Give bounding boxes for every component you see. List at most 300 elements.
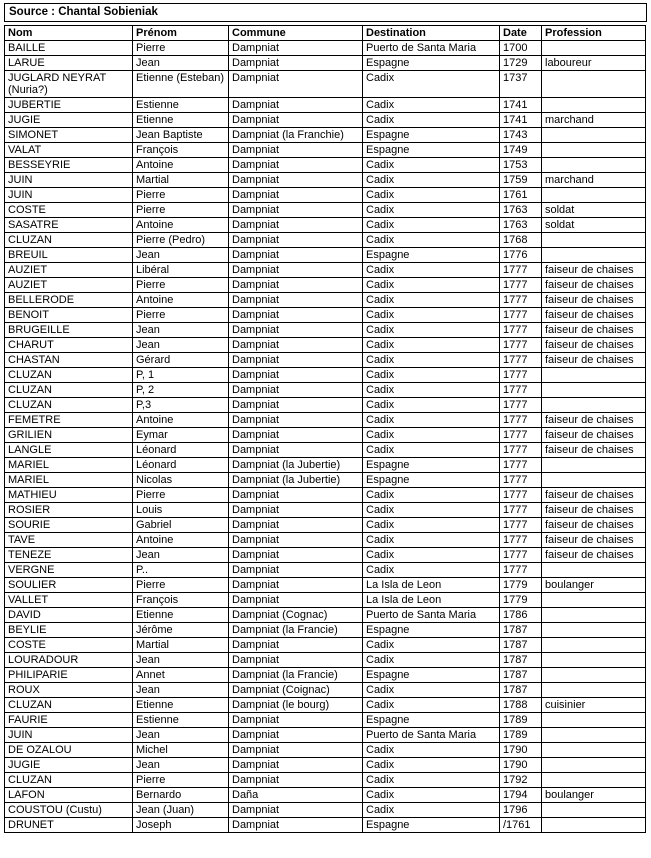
cell-nom: BENOIT bbox=[5, 308, 133, 323]
cell-destination: Cadix bbox=[363, 293, 500, 308]
cell-date: 1777 bbox=[500, 458, 542, 473]
cell-profession: laboureur bbox=[542, 56, 646, 71]
cell-date: 1741 bbox=[500, 113, 542, 128]
cell-commune: Dampniat bbox=[229, 113, 363, 128]
cell-date: 1777 bbox=[500, 353, 542, 368]
cell-prenom: Libéral bbox=[133, 263, 229, 278]
cell-date: 1777 bbox=[500, 338, 542, 353]
cell-destination: Cadix bbox=[363, 428, 500, 443]
cell-prenom: P, 1 bbox=[133, 368, 229, 383]
cell-destination: Cadix bbox=[363, 488, 500, 503]
cell-profession: faiseur de chaises bbox=[542, 518, 646, 533]
table-row bbox=[5, 803, 646, 818]
cell-date: 1777 bbox=[500, 398, 542, 413]
cell-nom: COUSTOU (Custu) bbox=[5, 803, 133, 818]
cell-date: 1789 bbox=[500, 728, 542, 743]
cell-prenom: Antoine bbox=[133, 533, 229, 548]
cell-nom: LANGLE bbox=[5, 443, 133, 458]
cell-profession bbox=[542, 128, 646, 143]
table-row bbox=[5, 293, 646, 308]
cell-commune: Dampniat bbox=[229, 98, 363, 113]
column-header-nom: Nom bbox=[5, 26, 133, 41]
cell-destination: Cadix bbox=[363, 563, 500, 578]
cell-date: 1777 bbox=[500, 548, 542, 563]
cell-prenom: Jean bbox=[133, 338, 229, 353]
cell-prenom: Etienne bbox=[133, 698, 229, 713]
cell-nom: SOURIE bbox=[5, 518, 133, 533]
cell-commune: Dampniat bbox=[229, 758, 363, 773]
cell-prenom: Pierre (Pedro) bbox=[133, 233, 229, 248]
table-row bbox=[5, 638, 646, 653]
cell-commune: Dampniat bbox=[229, 218, 363, 233]
cell-prenom: Jean bbox=[133, 323, 229, 338]
cell-nom: AUZIET bbox=[5, 278, 133, 293]
cell-date: 1787 bbox=[500, 653, 542, 668]
cell-destination: Cadix bbox=[363, 188, 500, 203]
cell-commune: Dampniat bbox=[229, 638, 363, 653]
cell-nom: ROSIER bbox=[5, 503, 133, 518]
cell-profession bbox=[542, 758, 646, 773]
cell-destination: Cadix bbox=[363, 113, 500, 128]
cell-profession: faiseur de chaises bbox=[542, 293, 646, 308]
cell-nom: BREUIL bbox=[5, 248, 133, 263]
cell-destination: Espagne bbox=[363, 818, 500, 833]
cell-commune: Dampniat bbox=[229, 338, 363, 353]
cell-date: 1790 bbox=[500, 743, 542, 758]
cell-commune: Dampniat (Cognac) bbox=[229, 608, 363, 623]
cell-nom: JUGIE bbox=[5, 758, 133, 773]
cell-prenom: Pierre bbox=[133, 578, 229, 593]
cell-commune: Dampniat bbox=[229, 158, 363, 173]
cell-destination: Cadix bbox=[363, 233, 500, 248]
cell-profession: faiseur de chaises bbox=[542, 278, 646, 293]
cell-profession bbox=[542, 683, 646, 698]
table-row bbox=[5, 488, 646, 503]
cell-destination: Cadix bbox=[363, 353, 500, 368]
emigrants-table bbox=[4, 25, 646, 833]
cell-prenom: Martial bbox=[133, 173, 229, 188]
cell-prenom: François bbox=[133, 593, 229, 608]
cell-destination: Cadix bbox=[363, 71, 500, 98]
cell-profession bbox=[542, 473, 646, 488]
cell-prenom: François bbox=[133, 143, 229, 158]
cell-nom: JUIN bbox=[5, 188, 133, 203]
cell-profession: faiseur de chaises bbox=[542, 443, 646, 458]
cell-commune: Dampniat bbox=[229, 428, 363, 443]
cell-date: 1789 bbox=[500, 713, 542, 728]
cell-nom: MARIEL bbox=[5, 473, 133, 488]
cell-destination: Cadix bbox=[363, 338, 500, 353]
cell-prenom: Bernardo bbox=[133, 788, 229, 803]
table-row bbox=[5, 413, 646, 428]
table-row bbox=[5, 71, 646, 98]
cell-destination: Cadix bbox=[363, 788, 500, 803]
cell-date: 1763 bbox=[500, 218, 542, 233]
cell-commune: Dampniat bbox=[229, 728, 363, 743]
cell-commune: Dampniat bbox=[229, 143, 363, 158]
cell-prenom: Martial bbox=[133, 638, 229, 653]
cell-commune: Dampniat bbox=[229, 743, 363, 758]
cell-prenom: Michel bbox=[133, 743, 229, 758]
cell-nom: LOURADOUR bbox=[5, 653, 133, 668]
cell-destination: Espagne bbox=[363, 128, 500, 143]
cell-destination: Espagne bbox=[363, 56, 500, 71]
cell-date: 1743 bbox=[500, 128, 542, 143]
cell-commune: Dampniat bbox=[229, 323, 363, 338]
table-row bbox=[5, 338, 646, 353]
cell-nom: SASATRE bbox=[5, 218, 133, 233]
cell-destination: Cadix bbox=[363, 368, 500, 383]
cell-date: 1777 bbox=[500, 518, 542, 533]
cell-prenom: Pierre bbox=[133, 203, 229, 218]
cell-commune: Dampniat bbox=[229, 248, 363, 263]
cell-destination: Espagne bbox=[363, 458, 500, 473]
cell-commune: Dampniat bbox=[229, 188, 363, 203]
table-row bbox=[5, 128, 646, 143]
cell-profession bbox=[542, 143, 646, 158]
cell-nom: JUGIE bbox=[5, 113, 133, 128]
cell-commune: Dampniat (la Franchie) bbox=[229, 128, 363, 143]
cell-nom: DE OZALOU bbox=[5, 743, 133, 758]
cell-nom: COSTE bbox=[5, 203, 133, 218]
cell-prenom: Antoine bbox=[133, 293, 229, 308]
cell-nom: MARIEL bbox=[5, 458, 133, 473]
cell-profession: soldat bbox=[542, 218, 646, 233]
cell-nom: BESSEYRIE bbox=[5, 158, 133, 173]
cell-nom: JUBERTIE bbox=[5, 98, 133, 113]
cell-nom: CLUZAN bbox=[5, 383, 133, 398]
cell-date: 1790 bbox=[500, 758, 542, 773]
table-row bbox=[5, 713, 646, 728]
cell-nom: CLUZAN bbox=[5, 233, 133, 248]
cell-commune: Dampniat bbox=[229, 203, 363, 218]
cell-date: 1788 bbox=[500, 698, 542, 713]
cell-profession bbox=[542, 773, 646, 788]
cell-destination: Cadix bbox=[363, 218, 500, 233]
cell-profession: faiseur de chaises bbox=[542, 488, 646, 503]
cell-nom: LAFON bbox=[5, 788, 133, 803]
cell-destination: Cadix bbox=[363, 308, 500, 323]
table-header-row bbox=[5, 26, 646, 41]
cell-profession bbox=[542, 383, 646, 398]
cell-date: 1777 bbox=[500, 293, 542, 308]
cell-profession bbox=[542, 71, 646, 98]
table-row bbox=[5, 563, 646, 578]
cell-date: 1777 bbox=[500, 323, 542, 338]
cell-date: 1737 bbox=[500, 71, 542, 98]
cell-profession bbox=[542, 398, 646, 413]
cell-commune: Dampniat bbox=[229, 578, 363, 593]
cell-nom: LARUE bbox=[5, 56, 133, 71]
cell-prenom: Pierre bbox=[133, 278, 229, 293]
cell-profession bbox=[542, 668, 646, 683]
cell-date: 1779 bbox=[500, 593, 542, 608]
table-row bbox=[5, 233, 646, 248]
cell-prenom: Léonard bbox=[133, 458, 229, 473]
cell-date: 1777 bbox=[500, 563, 542, 578]
cell-destination: Cadix bbox=[363, 98, 500, 113]
table-row bbox=[5, 158, 646, 173]
table-row bbox=[5, 683, 646, 698]
cell-destination: Espagne bbox=[363, 623, 500, 638]
cell-prenom: Annet bbox=[133, 668, 229, 683]
cell-prenom: Jean (Juan) bbox=[133, 803, 229, 818]
cell-nom: VALAT bbox=[5, 143, 133, 158]
cell-nom: FAURIE bbox=[5, 713, 133, 728]
cell-prenom: Etienne bbox=[133, 608, 229, 623]
cell-date: 1777 bbox=[500, 428, 542, 443]
cell-profession bbox=[542, 728, 646, 743]
cell-nom: BRUGEILLE bbox=[5, 323, 133, 338]
table-row bbox=[5, 173, 646, 188]
cell-commune: Dampniat (la Francie) bbox=[229, 668, 363, 683]
cell-destination: Cadix bbox=[363, 638, 500, 653]
table-row bbox=[5, 278, 646, 293]
cell-date: 1768 bbox=[500, 233, 542, 248]
cell-destination: La Isla de Leon bbox=[363, 578, 500, 593]
cell-date: 1777 bbox=[500, 488, 542, 503]
cell-commune: Dampniat bbox=[229, 713, 363, 728]
cell-nom: JUIN bbox=[5, 728, 133, 743]
cell-date: 1777 bbox=[500, 533, 542, 548]
cell-date: 1700 bbox=[500, 41, 542, 56]
cell-date: 1787 bbox=[500, 683, 542, 698]
table-row bbox=[5, 143, 646, 158]
cell-commune: Dampniat bbox=[229, 173, 363, 188]
cell-destination: Cadix bbox=[363, 323, 500, 338]
cell-prenom: Jean bbox=[133, 248, 229, 263]
column-header-destination: Destination bbox=[363, 26, 500, 41]
cell-prenom: Jean bbox=[133, 653, 229, 668]
cell-prenom: Estienne bbox=[133, 713, 229, 728]
cell-destination: Cadix bbox=[363, 503, 500, 518]
cell-destination: Cadix bbox=[363, 518, 500, 533]
cell-commune: Dampniat bbox=[229, 71, 363, 98]
cell-profession bbox=[542, 233, 646, 248]
cell-profession bbox=[542, 713, 646, 728]
cell-profession bbox=[542, 653, 646, 668]
cell-destination: Cadix bbox=[363, 398, 500, 413]
cell-date: 1787 bbox=[500, 668, 542, 683]
table-row bbox=[5, 818, 646, 833]
table-row bbox=[5, 773, 646, 788]
cell-nom: VERGNE bbox=[5, 563, 133, 578]
cell-profession bbox=[542, 368, 646, 383]
table-row bbox=[5, 41, 646, 56]
cell-nom: TAVE bbox=[5, 533, 133, 548]
table-row bbox=[5, 218, 646, 233]
cell-prenom: P.. bbox=[133, 563, 229, 578]
cell-destination: Puerto de Santa Maria bbox=[363, 728, 500, 743]
cell-prenom: Louis bbox=[133, 503, 229, 518]
cell-profession: faiseur de chaises bbox=[542, 308, 646, 323]
cell-nom: AUZIET bbox=[5, 263, 133, 278]
cell-commune: Dampniat bbox=[229, 263, 363, 278]
table-row bbox=[5, 98, 646, 113]
table-row bbox=[5, 758, 646, 773]
cell-prenom: Pierre bbox=[133, 773, 229, 788]
cell-nom: GRILIEN bbox=[5, 428, 133, 443]
cell-profession: faiseur de chaises bbox=[542, 323, 646, 338]
cell-commune: Dampniat (la Francie) bbox=[229, 623, 363, 638]
cell-date: 1777 bbox=[500, 263, 542, 278]
cell-profession bbox=[542, 623, 646, 638]
cell-prenom: Jean bbox=[133, 758, 229, 773]
cell-profession: boulanger bbox=[542, 578, 646, 593]
cell-nom: DAVID bbox=[5, 608, 133, 623]
cell-date: 1729 bbox=[500, 56, 542, 71]
cell-destination: Cadix bbox=[363, 683, 500, 698]
cell-prenom: Pierre bbox=[133, 488, 229, 503]
cell-profession: marchand bbox=[542, 173, 646, 188]
cell-prenom: Joseph bbox=[133, 818, 229, 833]
cell-prenom: Antoine bbox=[133, 413, 229, 428]
cell-commune: Dampniat bbox=[229, 233, 363, 248]
cell-date: 1777 bbox=[500, 383, 542, 398]
cell-nom: BELLERODE bbox=[5, 293, 133, 308]
table-row bbox=[5, 428, 646, 443]
cell-date: 1761 bbox=[500, 188, 542, 203]
cell-nom: JUIN bbox=[5, 173, 133, 188]
table-row bbox=[5, 473, 646, 488]
cell-prenom: P,3 bbox=[133, 398, 229, 413]
cell-nom: ROUX bbox=[5, 683, 133, 698]
cell-commune: Dampniat bbox=[229, 41, 363, 56]
cell-commune: Dampniat bbox=[229, 488, 363, 503]
cell-prenom: Estienne bbox=[133, 98, 229, 113]
cell-prenom: Jean bbox=[133, 683, 229, 698]
cell-profession: faiseur de chaises bbox=[542, 503, 646, 518]
cell-destination: Puerto de Santa Maria bbox=[363, 608, 500, 623]
cell-prenom: P, 2 bbox=[133, 383, 229, 398]
table-row bbox=[5, 503, 646, 518]
cell-date: 1787 bbox=[500, 623, 542, 638]
cell-date: 1777 bbox=[500, 308, 542, 323]
cell-destination: Cadix bbox=[363, 263, 500, 278]
table-row bbox=[5, 113, 646, 128]
cell-date: 1777 bbox=[500, 278, 542, 293]
cell-destination: Cadix bbox=[363, 773, 500, 788]
cell-date: 1792 bbox=[500, 773, 542, 788]
cell-prenom: Jean bbox=[133, 548, 229, 563]
cell-commune: Dampniat bbox=[229, 533, 363, 548]
cell-prenom: Gérard bbox=[133, 353, 229, 368]
cell-commune: Dampniat bbox=[229, 308, 363, 323]
cell-nom: BEYLIE bbox=[5, 623, 133, 638]
cell-prenom: Pierre bbox=[133, 188, 229, 203]
cell-date: 1786 bbox=[500, 608, 542, 623]
cell-profession: soldat bbox=[542, 203, 646, 218]
cell-commune: Dampniat bbox=[229, 368, 363, 383]
cell-date: 1777 bbox=[500, 503, 542, 518]
cell-destination: Puerto de Santa Maria bbox=[363, 41, 500, 56]
cell-nom: CLUZAN bbox=[5, 368, 133, 383]
cell-commune: Dampniat bbox=[229, 563, 363, 578]
cell-date: 1787 bbox=[500, 638, 542, 653]
table-row bbox=[5, 518, 646, 533]
table-row bbox=[5, 398, 646, 413]
cell-profession bbox=[542, 458, 646, 473]
cell-destination: Espagne bbox=[363, 713, 500, 728]
table-row bbox=[5, 353, 646, 368]
table-row bbox=[5, 248, 646, 263]
cell-commune: Dampniat bbox=[229, 278, 363, 293]
cell-destination: Cadix bbox=[363, 413, 500, 428]
cell-prenom: Antoine bbox=[133, 218, 229, 233]
cell-nom: COSTE bbox=[5, 638, 133, 653]
cell-date: 1759 bbox=[500, 173, 542, 188]
table-row bbox=[5, 728, 646, 743]
cell-date: 1741 bbox=[500, 98, 542, 113]
cell-prenom: Nicolas bbox=[133, 473, 229, 488]
cell-nom: JUGLARD NEYRAT (Nuria?) bbox=[5, 71, 133, 98]
cell-prenom: Etienne bbox=[133, 113, 229, 128]
source-label: Source : Chantal Sobieniak bbox=[4, 3, 647, 22]
cell-nom: DRUNET bbox=[5, 818, 133, 833]
cell-profession: faiseur de chaises bbox=[542, 548, 646, 563]
cell-profession bbox=[542, 188, 646, 203]
cell-commune: Dampniat (le bourg) bbox=[229, 698, 363, 713]
table-row bbox=[5, 308, 646, 323]
cell-date: 1777 bbox=[500, 473, 542, 488]
cell-destination: Cadix bbox=[363, 758, 500, 773]
cell-profession: faiseur de chaises bbox=[542, 428, 646, 443]
cell-destination: Cadix bbox=[363, 173, 500, 188]
cell-commune: Dampniat bbox=[229, 413, 363, 428]
cell-prenom: Jean bbox=[133, 56, 229, 71]
cell-destination: Espagne bbox=[363, 473, 500, 488]
cell-commune: Dampniat bbox=[229, 653, 363, 668]
cell-profession: faiseur de chaises bbox=[542, 263, 646, 278]
cell-commune: Dampniat bbox=[229, 443, 363, 458]
cell-nom: CLUZAN bbox=[5, 773, 133, 788]
cell-profession: faiseur de chaises bbox=[542, 338, 646, 353]
cell-prenom: Gabriel bbox=[133, 518, 229, 533]
cell-profession: faiseur de chaises bbox=[542, 533, 646, 548]
cell-prenom: Jean bbox=[133, 728, 229, 743]
cell-nom: SOULIER bbox=[5, 578, 133, 593]
cell-date: /1761 bbox=[500, 818, 542, 833]
cell-nom: VALLET bbox=[5, 593, 133, 608]
table-body bbox=[5, 41, 646, 833]
cell-profession bbox=[542, 803, 646, 818]
cell-prenom: Pierre bbox=[133, 41, 229, 56]
cell-date: 1776 bbox=[500, 248, 542, 263]
cell-destination: Cadix bbox=[363, 383, 500, 398]
cell-destination: Cadix bbox=[363, 278, 500, 293]
table-row bbox=[5, 443, 646, 458]
cell-prenom: Jérôme bbox=[133, 623, 229, 638]
cell-commune: Dampniat bbox=[229, 818, 363, 833]
cell-commune: Dampniat bbox=[229, 548, 363, 563]
table-row bbox=[5, 608, 646, 623]
cell-date: 1796 bbox=[500, 803, 542, 818]
cell-commune: Dampniat bbox=[229, 518, 363, 533]
table-row bbox=[5, 548, 646, 563]
table-row bbox=[5, 743, 646, 758]
cell-commune: Dampniat bbox=[229, 56, 363, 71]
cell-commune: Dampniat (Coignac) bbox=[229, 683, 363, 698]
cell-destination: Cadix bbox=[363, 548, 500, 563]
cell-nom: PHILIPARIE bbox=[5, 668, 133, 683]
cell-date: 1779 bbox=[500, 578, 542, 593]
cell-profession: faiseur de chaises bbox=[542, 353, 646, 368]
cell-destination: La Isla de Leon bbox=[363, 593, 500, 608]
cell-destination: Cadix bbox=[363, 743, 500, 758]
table-row bbox=[5, 56, 646, 71]
table-row bbox=[5, 458, 646, 473]
cell-commune: Dampniat bbox=[229, 803, 363, 818]
